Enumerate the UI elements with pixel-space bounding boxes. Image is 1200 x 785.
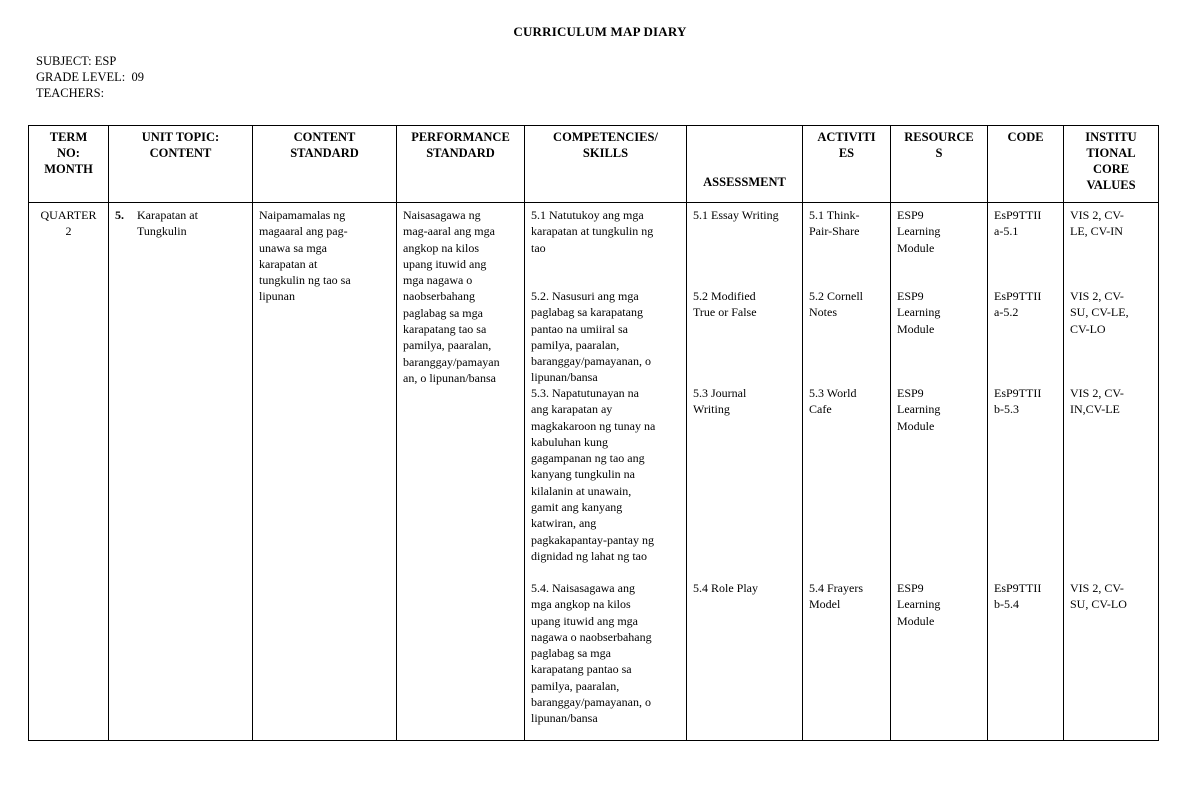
header-term (29, 126, 109, 203)
activity-item (809, 207, 885, 240)
values-item (1070, 580, 1153, 613)
text-line: mga nagawa o (403, 273, 473, 288)
code-item (994, 207, 1058, 240)
text-line: unawa sa mga (259, 240, 327, 255)
text-line: RESOURCE (904, 130, 974, 144)
competency-item (531, 207, 681, 256)
header-competencies (525, 126, 687, 203)
text-line: SU, CV-LE, (1070, 305, 1129, 320)
competency-item (531, 580, 681, 727)
grade-row (36, 69, 144, 85)
text-line: STANDARD (290, 146, 359, 160)
text-line: VIS 2, CV- (1070, 289, 1124, 303)
code-item (994, 385, 1058, 418)
grade-label: GRADE LEVEL: (36, 70, 126, 84)
text-line: PERFORMANCE (411, 130, 510, 144)
curriculum-map-table (28, 125, 1159, 741)
code-cell (988, 203, 1064, 741)
text-line: S (935, 146, 943, 160)
text-line: b-5.3 (994, 402, 1019, 417)
text-line: b-5.4 (994, 597, 1019, 612)
text-block (111, 129, 250, 161)
text-line: baranggay/pamayanan, o (531, 354, 651, 369)
assessment-cell (687, 203, 803, 741)
text-line: CORE (1092, 162, 1130, 176)
text-line: CONTENT (293, 130, 356, 144)
text-block (259, 207, 391, 305)
text-line: Writing (693, 402, 730, 417)
header-row (29, 126, 1159, 203)
assessment-item (693, 207, 797, 223)
activity-item (809, 288, 885, 321)
text-line: karapatang tao sa (403, 322, 487, 337)
competency-item (531, 288, 681, 386)
text-block (255, 129, 394, 161)
text-line: SU, CV-LO (1070, 597, 1127, 612)
text-line: CONTENT (149, 146, 212, 160)
text-line: paglabag sa mga (403, 305, 483, 320)
text-line: MONTH (44, 162, 93, 176)
term-cell (29, 203, 109, 741)
text-line: karapatang pantao sa (531, 662, 632, 677)
activity-item-stack (809, 207, 885, 727)
text-line: STANDARD (426, 146, 495, 160)
resource-item-stack (897, 207, 982, 727)
text-line: nagawa o naobserbahang (531, 629, 652, 644)
text-line: Learning (897, 224, 941, 239)
text-line: 5.2 Modified (693, 289, 756, 303)
text-line: magkakaroon ng tunay na (531, 418, 656, 433)
competencies-cell (525, 203, 687, 741)
text-line: 5.1 Essay Writing (693, 208, 779, 222)
text-line: QUARTER (40, 208, 97, 222)
text-line: tao (531, 240, 546, 255)
text-line: 5.4. Naisasagawa ang (531, 581, 635, 595)
text-block (527, 129, 684, 161)
text-line: 5.3. Napatutunayan na (531, 386, 639, 400)
text-line: mga angkop na kilos (531, 597, 631, 612)
subject-label: SUBJECT: (36, 54, 92, 68)
subject-row (36, 53, 144, 69)
values-item (1070, 288, 1153, 337)
text-line: lipunan/bansa (531, 370, 598, 385)
text-line: EsP9TTII (994, 208, 1042, 222)
text-line: 5.2 Cornell (809, 289, 863, 303)
text-line: kanyang tungkulin na (531, 467, 635, 482)
text-line: 5.4 Frayers (809, 581, 863, 595)
content-standard-cell (253, 203, 397, 741)
text-line: NO: (57, 146, 80, 160)
text-line: pamilya, paaralan, (531, 678, 620, 693)
header-content-standard (253, 126, 397, 203)
activity-item (809, 385, 885, 418)
text-line: 5.3 World (809, 386, 857, 400)
text-line: Tungkulin (137, 224, 187, 239)
text-line: Learning (897, 402, 941, 417)
text-line: 5.4 Role Play (693, 581, 758, 595)
activities-cell (803, 203, 891, 741)
text-line: 5.1 Natutukoy ang mga (531, 208, 644, 222)
competency-item (531, 385, 681, 564)
subject-value: ESP (94, 54, 117, 68)
text-line: karapatan at (259, 256, 318, 271)
text-line: pantao na umiiral sa (531, 321, 628, 336)
text-line: Module (897, 418, 935, 433)
resource-item (897, 207, 982, 256)
text-line: upang ituwid ang (403, 256, 487, 271)
teachers-row (36, 85, 144, 101)
text-line: Naipamamalas ng (259, 208, 346, 222)
values-cell (1064, 203, 1159, 741)
text-line: lipunan (259, 289, 295, 304)
resource-item (897, 288, 982, 337)
header-assessment (687, 126, 803, 203)
code-item-stack (994, 207, 1058, 727)
assessment-item (693, 385, 797, 418)
text-line: VIS 2, CV- (1070, 386, 1124, 400)
resource-item (897, 580, 982, 629)
activity-item (809, 580, 885, 613)
text-line: ang karapatan ay (531, 402, 613, 417)
text-line: 5.2. Nasusuri ang mga (531, 289, 639, 303)
table-row (29, 203, 1159, 741)
text-line: kabuluhan kung (531, 434, 608, 449)
assessment-item (693, 580, 797, 596)
text-line: Module (897, 321, 935, 336)
text-line: Module (897, 240, 935, 255)
grade-value: 09 (131, 70, 144, 84)
text-line: 5.3 Journal (693, 386, 747, 400)
text-line: TIONAL (1086, 146, 1136, 160)
text-block (990, 129, 1061, 145)
text-line: Pair-Share (809, 224, 860, 239)
text-line: ESP9 (897, 386, 924, 400)
text-line: Naisasagawa ng (403, 208, 481, 222)
unit-topic-text (137, 207, 237, 240)
header-performance-standard (397, 126, 525, 203)
values-item-stack (1070, 207, 1153, 727)
header-unit-topic (109, 126, 253, 203)
text-line: INSTITU (1085, 130, 1137, 144)
text-line: LE, CV-IN (1070, 224, 1123, 239)
text-line: pamilya, paaralan, (531, 337, 620, 352)
header-activities (803, 126, 891, 203)
text-line: gamit ang kanyang (531, 500, 623, 515)
assessment-item-stack (693, 207, 797, 727)
text-block (399, 129, 522, 161)
text-line: Notes (809, 305, 837, 320)
text-line: CV-LO (1070, 321, 1106, 336)
text-line: upang ituwid ang mga (531, 613, 638, 628)
text-line: gagampanan ng tao ang (531, 451, 645, 466)
performance-standard-cell (397, 203, 525, 741)
text-line: katwiran, ang (531, 516, 597, 531)
text-line: Karapatan at (137, 208, 198, 222)
text-line: a-5.2 (994, 305, 1019, 320)
unit-topic-cell (109, 203, 253, 741)
text-block (403, 207, 519, 386)
assessment-item (693, 288, 797, 321)
text-line: EsP9TTII (994, 386, 1042, 400)
text-block (893, 129, 985, 161)
text-line: EsP9TTII (994, 581, 1042, 595)
text-block (31, 207, 106, 240)
text-line: Learning (897, 305, 941, 320)
text-line: pamilya, paaralan, (403, 338, 492, 353)
text-line: ACTIVITI (817, 130, 876, 144)
text-line: dignidad ng lahat ng tao (531, 548, 647, 563)
header-resources (891, 126, 988, 203)
text-line: VALUES (1086, 178, 1136, 192)
text-line: lipunan/bansa (531, 711, 598, 726)
document-meta (36, 53, 144, 101)
text-line: ESP9 (897, 581, 924, 595)
text-line: ES (838, 146, 855, 160)
header-code (988, 126, 1064, 203)
text-line: SKILLS (582, 146, 629, 160)
text-line: tungkulin ng tao sa (259, 273, 351, 288)
header-institutional-core-values (1064, 126, 1159, 203)
text-line: Module (897, 613, 935, 628)
code-item (994, 288, 1058, 321)
resources-cell (891, 203, 988, 741)
values-item (1070, 385, 1153, 418)
text-line: paglabag sa mga (531, 646, 611, 661)
text-line: paglabag sa karapatang (531, 305, 643, 320)
text-line: 5.1 Think- (809, 208, 860, 222)
text-line: EsP9TTII (994, 289, 1042, 303)
text-line: CODE (1007, 130, 1044, 144)
text-line: VIS 2, CV- (1070, 208, 1124, 222)
text-line: Cafe (809, 402, 832, 417)
code-item (994, 580, 1058, 613)
text-line: ASSESSMENT (703, 175, 786, 189)
resource-item (897, 385, 982, 434)
text-line: kilalanin at unawain, (531, 483, 632, 498)
teachers-label: TEACHERS: (36, 86, 105, 100)
text-line: COMPETENCIES/ (553, 130, 658, 144)
text-line: magaaral ang pag- (259, 224, 348, 239)
text-line: baranggay/pamayanan, o (531, 695, 651, 710)
text-line: naobserbahang (403, 289, 475, 304)
text-line: pagkakapantay-pantay ng (531, 532, 654, 547)
text-line: 2 (65, 224, 72, 239)
text-block (1066, 129, 1156, 193)
text-line: True or False (693, 305, 757, 320)
text-line: mag-aaral ang mga (403, 224, 495, 239)
values-item (1070, 207, 1153, 240)
text-line: baranggay/pamayan (403, 354, 500, 369)
text-line: ESP9 (897, 208, 924, 222)
competency-item-stack (531, 207, 681, 727)
text-line: IN,CV-LE (1070, 402, 1120, 417)
text-line: Learning (897, 597, 941, 612)
text-line: an, o lipunan/bansa (403, 370, 496, 385)
text-line: a-5.1 (994, 224, 1019, 239)
unit-number: 5. (115, 208, 124, 222)
text-block (31, 129, 106, 177)
text-block (689, 174, 800, 190)
text-line: UNIT TOPIC: (141, 130, 220, 144)
text-line: TERM (49, 130, 88, 144)
text-line: angkop na kilos (403, 240, 479, 255)
document-title: CURRICULUM MAP DIARY (513, 24, 687, 39)
text-line: VIS 2, CV- (1070, 581, 1124, 595)
text-line: Model (809, 597, 841, 612)
text-line: ESP9 (897, 289, 924, 303)
text-block (805, 129, 888, 161)
text-line: karapatan at tungkulin ng (531, 224, 654, 239)
